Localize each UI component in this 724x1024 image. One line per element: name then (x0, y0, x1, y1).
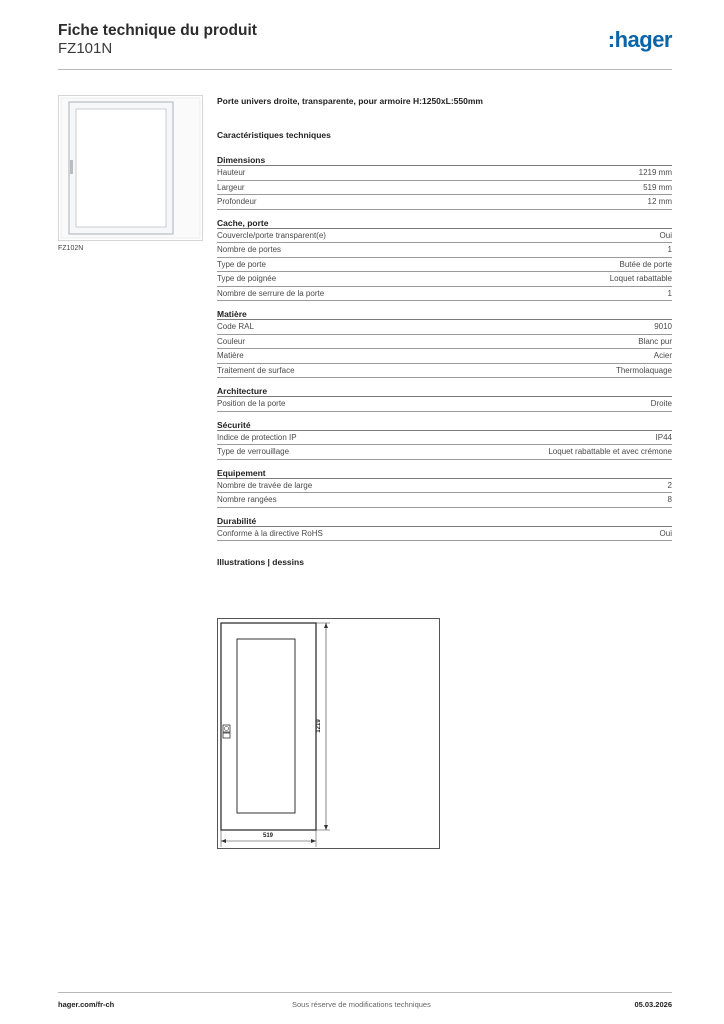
spec-value: 519 mm (643, 182, 672, 192)
spec-label: Couleur (217, 336, 246, 346)
spec-label: Profondeur (217, 197, 257, 206)
spec-value: 1219 mm (638, 168, 672, 177)
spec-section (217, 155, 672, 210)
spec-row (217, 195, 672, 210)
spec-value: Acier (653, 351, 672, 360)
spec-sections (217, 155, 672, 541)
spec-row (217, 272, 672, 287)
spec-section (217, 386, 672, 412)
spec-section (217, 468, 672, 508)
spec-row (217, 349, 672, 364)
width-dimension-label: 519 (262, 833, 274, 839)
spec-row (217, 493, 672, 508)
spec-label: Nombre de travée de large (217, 480, 313, 490)
product-reference: FZ101N (58, 40, 113, 57)
spec-section-title: Cache, porte (217, 218, 672, 229)
spec-label: Couvercle/porte transparent(e) (217, 230, 326, 240)
height-dimension-label: 1219 (316, 719, 322, 733)
spec-section-title: Sécurité (217, 420, 672, 431)
spec-value: 12 mm (647, 197, 672, 206)
spec-row (217, 258, 672, 273)
spec-label: Nombre de portes (217, 245, 282, 254)
page-title: Fiche technique du produit (58, 22, 257, 39)
page-footer (58, 992, 672, 1012)
page-header (58, 22, 672, 70)
spec-value: IP44 (655, 432, 672, 442)
spec-label: Type de poignée (217, 274, 277, 283)
product-description: Porte univers droite, transparente, pour armoire H:1250xL:550mm (217, 96, 483, 106)
technical-drawing (217, 618, 440, 849)
hager-logo: :hager (607, 27, 672, 52)
spec-label: Position de la porte (217, 399, 286, 408)
product-thumbnail (58, 95, 203, 241)
spec-label: Code RAL (217, 322, 254, 331)
spec-row (217, 181, 672, 196)
spec-section-title: Architecture (217, 386, 672, 397)
spec-label: Type de porte (217, 259, 266, 269)
product-details (217, 96, 672, 573)
spec-value: 9010 (654, 322, 672, 331)
spec-value: Butée de porte (619, 259, 672, 269)
spec-value: Blanc pur (638, 336, 672, 346)
spec-row (217, 527, 672, 542)
spec-row (217, 166, 672, 181)
spec-section (217, 309, 672, 378)
spec-value: 1 (667, 245, 672, 254)
spec-label: Traitement de surface (217, 365, 295, 375)
spec-value: 8 (667, 495, 672, 504)
spec-value: Loquet rabattable et avec crémone (548, 447, 672, 456)
spec-value: Droite (650, 399, 672, 408)
spec-value: Oui (659, 230, 672, 240)
spec-row (217, 479, 672, 494)
spec-section-title: Matière (217, 309, 672, 320)
spec-section (217, 218, 672, 302)
spec-label: Matière (217, 351, 244, 360)
footer-website-link[interactable]: hager.com/fr-ch (58, 1000, 115, 1009)
spec-label: Nombre de serrure de la porte (217, 288, 325, 298)
thumbnail-caption: FZ102N (58, 245, 84, 252)
spec-label: Conforme à la directive RoHS (217, 528, 323, 538)
spec-row (217, 335, 672, 350)
footer-date: 05.03.2026 (634, 1000, 672, 1009)
spec-row (217, 431, 672, 446)
spec-row (217, 397, 672, 412)
spec-section-title: Durabilité (217, 516, 672, 527)
spec-value: Thermolaquage (615, 365, 672, 375)
spec-label: Indice de protection IP (217, 432, 297, 442)
door-thumbnail-image (59, 96, 202, 240)
spec-label: Largeur (217, 182, 245, 192)
spec-value: 2 (667, 480, 672, 490)
spec-section (217, 420, 672, 460)
spec-label: Hauteur (217, 168, 246, 177)
spec-value: Loquet rabattable (609, 274, 672, 283)
spec-label: Nombre rangées (217, 495, 277, 504)
spec-value: 1 (667, 288, 672, 298)
spec-label: Type de verrouillage (217, 447, 290, 456)
technical-features-heading: Caractéristiques techniques (217, 130, 331, 140)
spec-row (217, 287, 672, 302)
spec-section-title: Dimensions (217, 155, 672, 166)
spec-row (217, 445, 672, 460)
door-dimension-drawing (218, 619, 439, 848)
spec-section (217, 516, 672, 542)
footer-notice: Sous réserve de modifications techniques (292, 1000, 431, 1009)
spec-section-title: Equipement (217, 468, 672, 479)
spec-row (217, 320, 672, 335)
spec-row (217, 364, 672, 379)
illustrations-heading: Illustrations | dessins (217, 557, 304, 567)
spec-value: Oui (659, 528, 672, 538)
spec-row (217, 243, 672, 258)
spec-row (217, 229, 672, 244)
